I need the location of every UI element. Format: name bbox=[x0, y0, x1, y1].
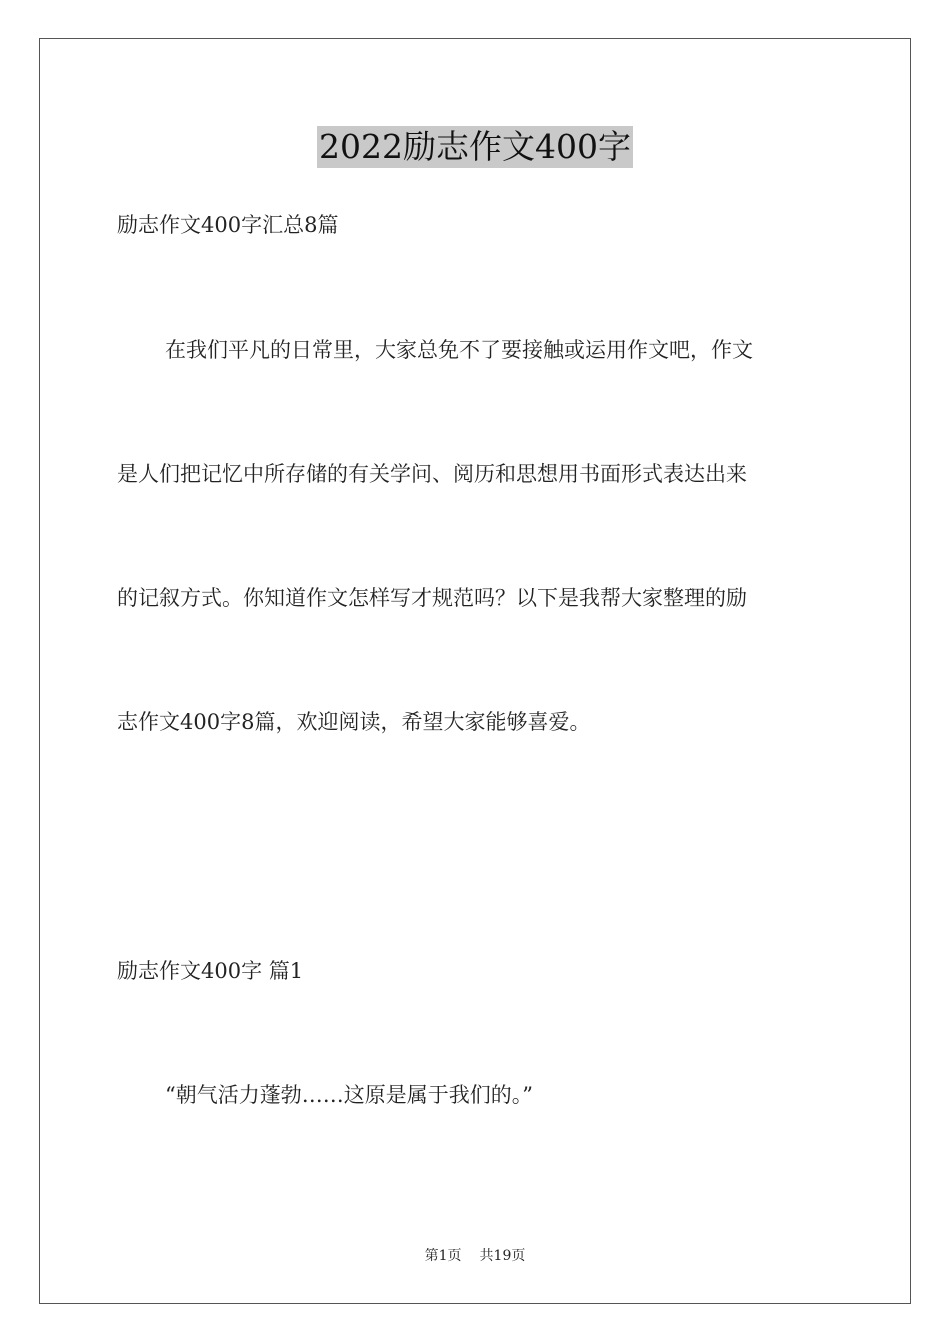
intro-line-1: 在我们平凡的日常里，大家总免不了要接触或运用作文吧，作文 bbox=[165, 338, 753, 362]
quote-line: “朝气活力蓬勃……这原是属于我们的。” bbox=[165, 1083, 533, 1107]
page-footer bbox=[0, 1246, 950, 1266]
title-container bbox=[0, 126, 950, 168]
document-title: 2022励志作文400字 bbox=[319, 127, 631, 166]
intro-line-4: 志作文400字8篇，欢迎阅读，希望大家能够喜爱。 bbox=[117, 710, 591, 734]
document-subtitle: 励志作文400字汇总8篇 bbox=[117, 213, 339, 237]
page-total: 共19页 bbox=[479, 1248, 526, 1264]
intro-line-2: 是人们把记忆中所存储的有关学问、阅历和思想用书面形式表达出来 bbox=[117, 462, 747, 486]
page-number: 第1页 bbox=[424, 1248, 462, 1264]
intro-line-3: 的记叙方式。你知道作文怎样写才规范吗？以下是我帮大家整理的励 bbox=[117, 586, 747, 610]
section-heading: 励志作文400字 篇1 bbox=[117, 959, 304, 983]
